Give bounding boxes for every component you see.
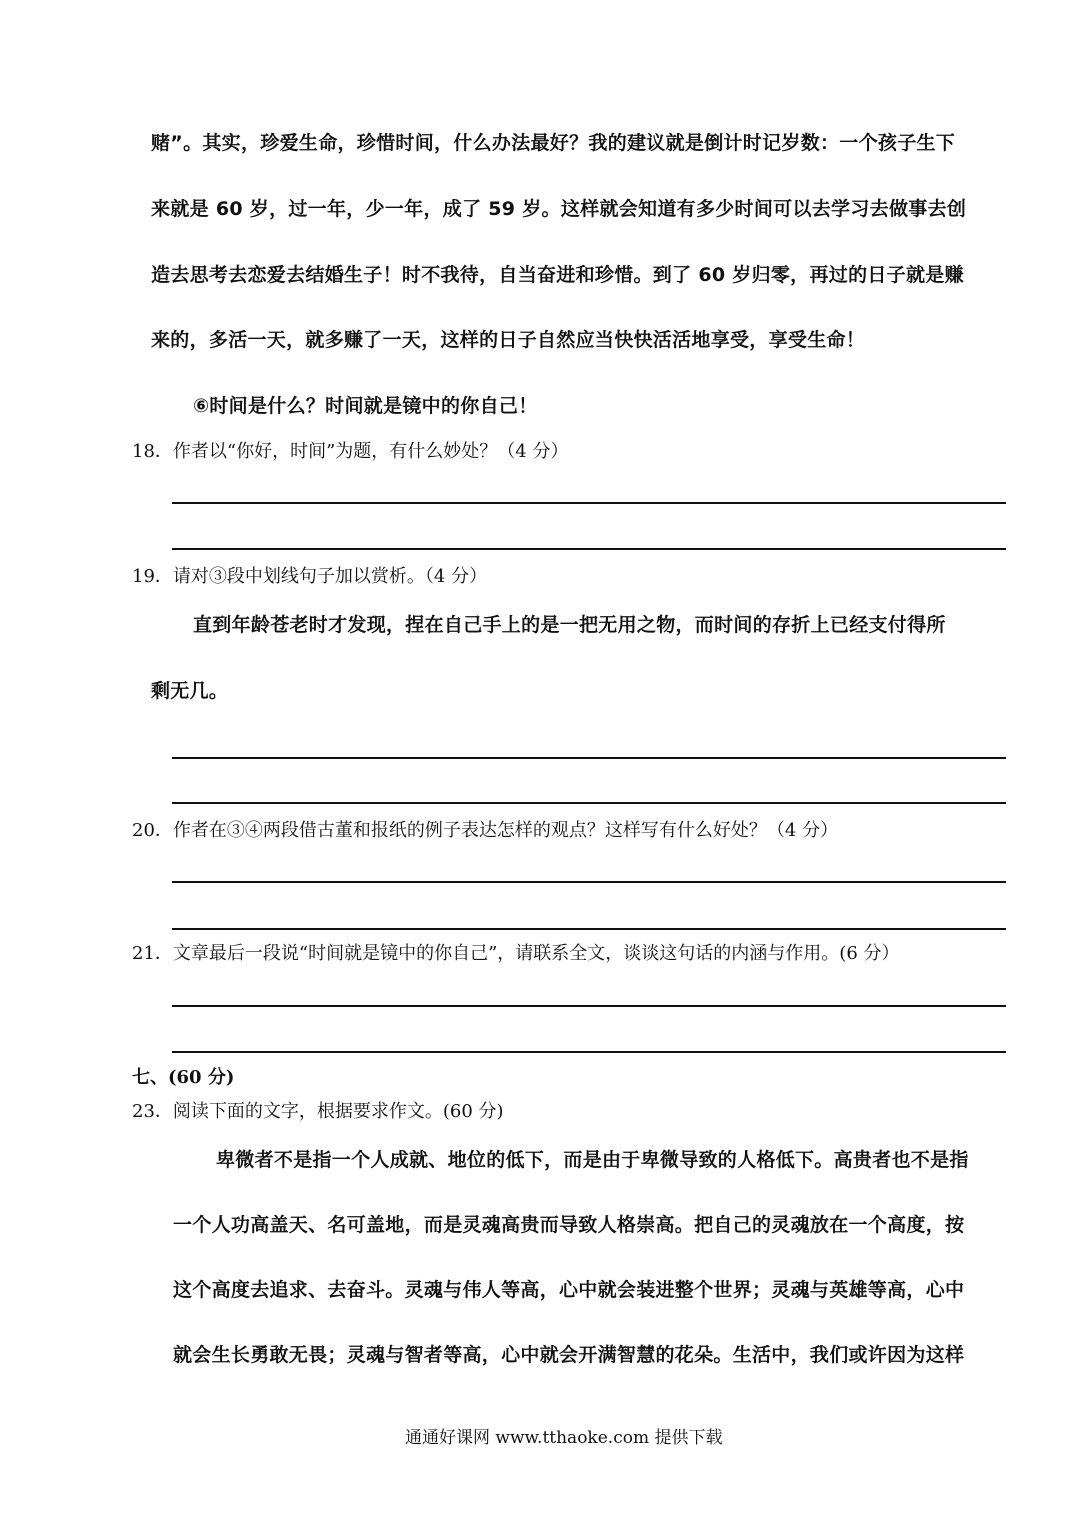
answer-line xyxy=(172,1051,1006,1053)
question-18: 18．作者以“你好，时间”为题，有什么妙处？（4 分） xyxy=(132,441,569,462)
question-20: 20．作者在③④两段借古董和报纸的例子表达怎样的观点？这样写有什么好处？（4 分） xyxy=(132,820,839,841)
passage-line-4: 来的，多活一天，就多赚了一天，这样的日子自然应当快快活活地享受，享受生命！ xyxy=(151,329,866,351)
passage-line-2: 来就是 60 岁，过一年，少一年，成了 59 岁。这样就会知道有多少时间可以去学习去做事去创 xyxy=(151,198,967,220)
passage-line-1: 赌”。其实，珍爱生命，珍惜时间，什么办法最好？我的建议就是倒计时记岁数：一个孩子生下 xyxy=(151,132,956,154)
question-19: 19．请对③段中划线句子加以赏析。（4 分） xyxy=(132,566,488,587)
question-23: 23．阅读下面的文字，根据要求作文。(60 分) xyxy=(132,1101,504,1122)
essay-prompt-line-4: 就会生长勇敢无畏；灵魂与智者等高，心中就会开满智慧的花朵。生活中，我们或许因为这样 xyxy=(173,1344,965,1366)
answer-line xyxy=(172,502,1006,504)
answer-line xyxy=(172,881,1006,883)
essay-prompt-line-2: 一个人功高盖天、名可盖地，而是灵魂高贵而导致人格崇高。把自己的灵魂放在一个高度，按 xyxy=(173,1214,965,1236)
answer-line xyxy=(172,757,1006,759)
section-7-heading: 七、(60 分) xyxy=(132,1067,235,1088)
answer-line xyxy=(172,1005,1006,1007)
answer-line xyxy=(172,802,1006,804)
essay-prompt-line-3: 这个高度去追求、去奋斗。灵魂与伟人等高，心中就会装进整个世界；灵魂与英雄等高，心中 xyxy=(173,1279,965,1301)
passage-line-3: 造去思考去恋爱去结婚生子！时不我待，自当奋进和珍惜。到了 60 岁归零，再过的日子就是赚 xyxy=(151,264,964,286)
essay-prompt-line-1: 卑微者不是指一个人成就、地位的低下，而是由于卑微导致的人格低下。高贵者也不是指 xyxy=(216,1149,969,1171)
passage-paragraph-6: ⑥时间是什么？时间就是镜中的你自己！ xyxy=(193,395,538,417)
answer-line xyxy=(172,928,1006,930)
question-21: 21．文章最后一段说“时间就是镜中的你自己”，请联系全文，谈谈这句话的内涵与作用。(6 分） xyxy=(132,943,900,964)
quoted-sentence-line-2: 剩无几。 xyxy=(151,680,229,702)
quoted-sentence-line-1: 直到年龄苍老时才发现，捏在自己手上的是一把无用之物，而时间的存折上已经支付得所 xyxy=(193,614,946,636)
page-footer: 通通好课网 www.tthaoke.com 提供下载 xyxy=(405,1428,723,1448)
answer-line xyxy=(172,548,1006,550)
